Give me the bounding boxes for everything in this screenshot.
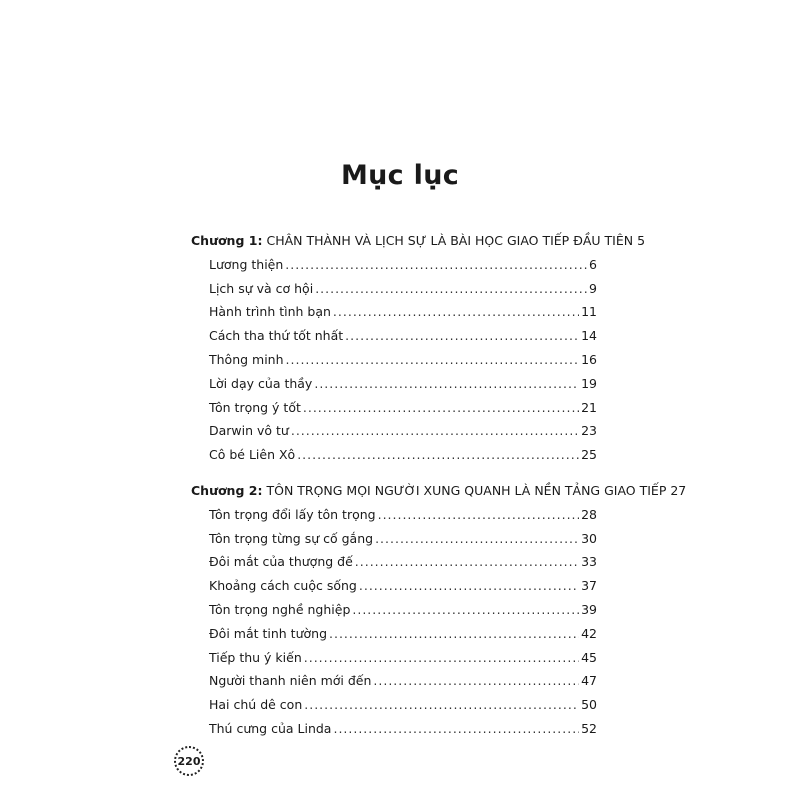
- page-ref: 39: [581, 601, 597, 617]
- page-ref: 21: [581, 399, 597, 415]
- entry-title: Tôn trọng nghề nghiệp: [209, 601, 351, 617]
- toc-entry[interactable]: [191, 602, 597, 626]
- toc-entry[interactable]: [191, 257, 597, 281]
- entry-title: Tôn trọng ý tốt: [209, 399, 301, 415]
- page-title: Mục lục: [340, 160, 460, 191]
- page-ref: 37: [581, 578, 597, 594]
- entry-title: Người thanh niên mới đến: [209, 673, 372, 689]
- page-ref: 6: [589, 256, 597, 272]
- page-ref: 5: [637, 233, 646, 248]
- entry-title: Thông minh: [209, 351, 284, 367]
- chapter-title: CHÂN THÀNH VÀ LỊCH SỰ LÀ BÀI HỌC GIAO TIẾP ĐẦU TIÊN: [266, 233, 634, 248]
- page-number: 220: [177, 754, 201, 768]
- dot-leader: [378, 507, 580, 522]
- toc-entry[interactable]: [191, 328, 597, 352]
- entry-title: Cách tha thứ tốt nhất: [209, 328, 344, 344]
- page-ref: 33: [581, 554, 597, 570]
- toc-entry[interactable]: [191, 578, 597, 602]
- page-ref: 45: [581, 649, 597, 665]
- entry-title: Hai chú dê con: [209, 697, 303, 713]
- toc-entry[interactable]: [191, 376, 597, 400]
- page-ref: 50: [581, 697, 597, 713]
- page-ref: 9: [589, 280, 597, 296]
- toc-entry[interactable]: [191, 281, 597, 305]
- page-number-badge: [174, 746, 204, 776]
- toc-entry[interactable]: [191, 697, 597, 721]
- dot-leader: [352, 602, 579, 617]
- toc-entry[interactable]: [191, 400, 597, 424]
- page-ref: 16: [581, 351, 597, 367]
- dot-leader: [314, 376, 579, 391]
- toc-entry[interactable]: [191, 650, 597, 674]
- toc-entry[interactable]: [191, 352, 597, 376]
- dot-leader: [345, 328, 579, 343]
- dot-leader: [297, 447, 579, 462]
- entry-title: Đôi mắt của thượng đế: [209, 554, 353, 570]
- dot-leader: [285, 257, 587, 272]
- entry-title: Khoảng cách cuộc sống: [209, 578, 357, 594]
- entry-title: Cô bé Liên Xô: [209, 447, 296, 463]
- page-ref: 25: [581, 447, 597, 463]
- dot-leader: [304, 650, 579, 665]
- toc-entry[interactable]: [191, 554, 597, 578]
- page-ref: 28: [581, 506, 597, 522]
- dot-leader: [333, 304, 579, 319]
- page-ref: 23: [581, 423, 597, 439]
- chapter-label: Chương 2:: [191, 482, 263, 498]
- chapter-heading[interactable]: [191, 482, 687, 507]
- toc-entry[interactable]: [191, 507, 597, 531]
- entry-title: Đôi mắt tinh tường: [209, 625, 328, 641]
- dot-leader: [359, 578, 579, 593]
- dot-leader: [303, 400, 579, 415]
- page-ref: 27: [670, 482, 687, 498]
- page-ref: 11: [581, 304, 597, 320]
- entry-title: Tiếp thu ý kiến: [209, 649, 302, 665]
- page-ref: 47: [581, 673, 597, 689]
- dot-leader: [355, 554, 579, 569]
- entry-title: Thú cưng của Linda: [209, 720, 332, 736]
- page-ref: 42: [581, 625, 597, 641]
- toc-entry[interactable]: [191, 531, 597, 555]
- dot-leader: [304, 697, 579, 712]
- dot-leader: [291, 423, 579, 438]
- page-ref: 52: [581, 720, 597, 736]
- dot-leader: [375, 531, 579, 546]
- entry-title: Lịch sự và cơ hội: [209, 280, 314, 296]
- dot-leader: [286, 352, 580, 367]
- page-ref: 14: [581, 328, 597, 344]
- dot-leader: [333, 721, 579, 736]
- dot-leader: [329, 626, 579, 641]
- entry-title: Darwin vô tư: [209, 423, 289, 439]
- toc-entry[interactable]: [191, 423, 597, 447]
- entry-title: Lương thiện: [209, 256, 284, 272]
- toc-entry[interactable]: [191, 721, 597, 745]
- entry-title: Tôn trọng đổi lấy tôn trọng: [209, 506, 376, 522]
- chapter-title: TÔN TRỌNG MỌI NGƯỜI XUNG QUANH LÀ NỀN TẢNG GIAO TIẾP: [266, 482, 667, 498]
- toc-entry[interactable]: [191, 447, 597, 471]
- toc-entry[interactable]: [191, 673, 597, 697]
- dot-leader: [315, 281, 587, 296]
- page-ref: 30: [581, 530, 597, 546]
- chapter-heading[interactable]: [191, 233, 646, 257]
- dot-leader: [373, 673, 579, 688]
- page-ref: 19: [581, 375, 597, 391]
- entry-title: Tôn trọng từng sự cố gắng: [209, 530, 374, 546]
- toc-entry[interactable]: [191, 626, 597, 650]
- toc-entry[interactable]: [191, 304, 597, 328]
- table-of-contents: [191, 233, 687, 745]
- entry-title: Lời dạy của thầy: [209, 375, 313, 391]
- entry-title: Hành trình tình bạn: [209, 304, 331, 320]
- chapter-spacer: [191, 471, 597, 483]
- chapter-label: Chương 1:: [191, 233, 263, 248]
